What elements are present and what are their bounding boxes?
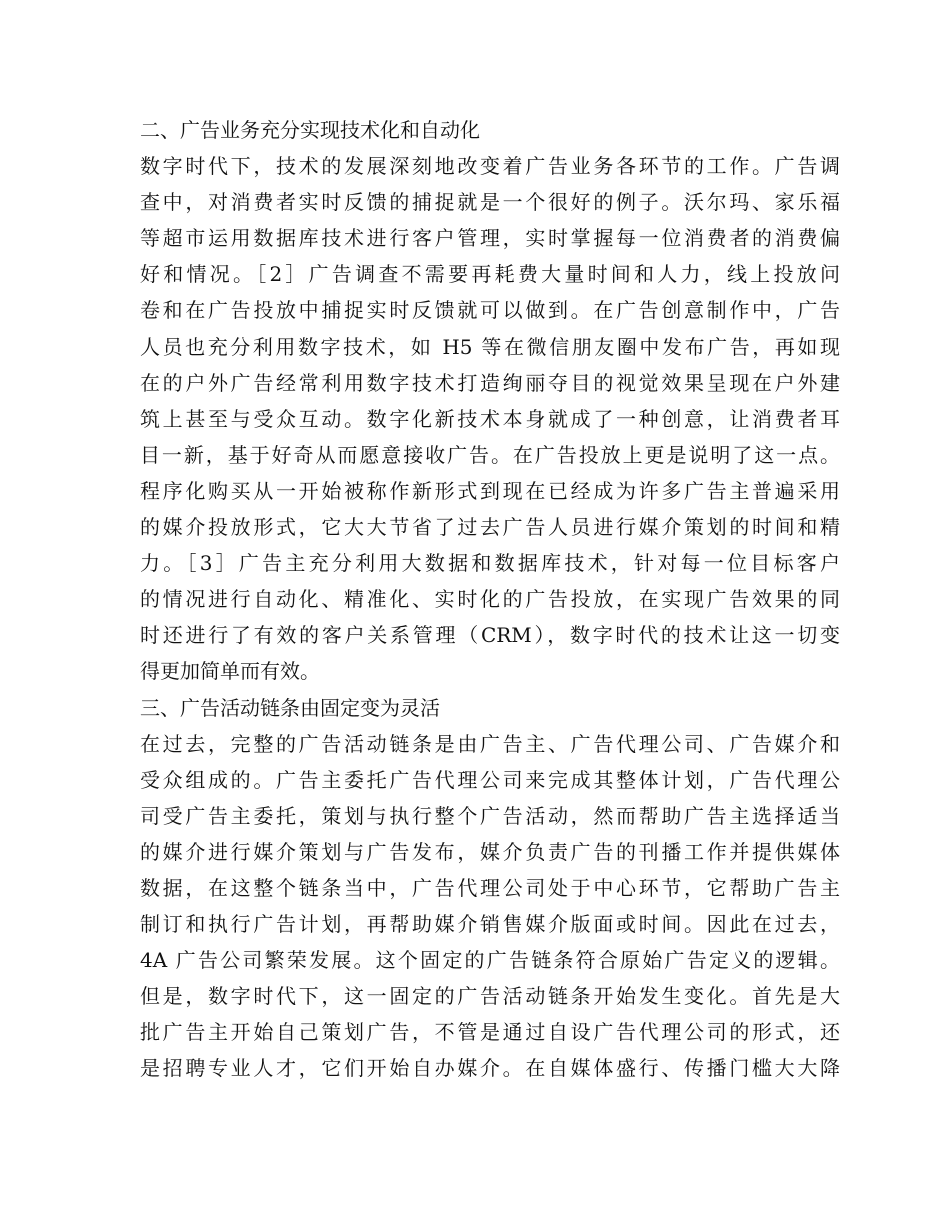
paragraph-line: 司受广告主委托，策划与执行整个广告活动，然而帮助广告主选择适当	[140, 803, 840, 828]
paragraph-line: 好和情况。［2］广告调查不需要再耗费大量时间和人力，线上投放问	[140, 262, 840, 287]
paragraph-line: 但是，数字时代下，这一固定的广告活动链条开始发生变化。首先是大	[140, 984, 840, 1009]
paragraph-line: 人员也充分利用数字技术，如 H5 等在微信朋友圈中发布广告，再如现	[140, 334, 840, 359]
paragraph-line: 受众组成的。广告主委托广告代理公司来完成其整体计划，广告代理公	[140, 767, 840, 792]
paragraph-line: 卷和在广告投放中捕捉实时反馈就可以做到。在广告创意制作中，广告	[140, 298, 840, 323]
paragraph-line: 4A 广告公司繁荣发展。这个固定的广告链条符合原始广告定义的逻辑。	[140, 948, 840, 973]
section-heading: 二、广告业务充分实现技术化和自动化	[140, 118, 480, 142]
paragraph-line: 时还进行了有效的客户关系管理（CRM），数字时代的技术让这一切变	[140, 623, 840, 648]
section-heading: 三、广告活动链条由固定变为灵活	[140, 695, 440, 720]
paragraph-line: 等超市运用数据库技术进行客户管理，实时掌握每一位消费者的消费偏	[140, 226, 840, 251]
paragraph-line: 的媒介投放形式，它大大节省了过去广告人员进行媒介策划的时间和精	[140, 515, 840, 540]
paragraph-line: 程序化购买从一开始被称作新形式到现在已经成为许多广告主普遍采用	[140, 478, 840, 503]
paragraph-line: 批广告主开始自己策划广告，不管是通过自设广告代理公司的形式，还	[140, 1020, 840, 1045]
paragraph-line: 数据，在这整个链条当中，广告代理公司处于中心环节，它帮助广告主	[140, 875, 840, 900]
paragraph-line: 力。［3］广告主充分利用大数据和数据库技术，针对每一位目标客户	[140, 551, 840, 576]
paragraph-line: 的媒介进行媒介策划与广告发布，媒介负责广告的刊播工作并提供媒体	[140, 839, 840, 864]
paragraph-line: 得更加简单而有效。	[140, 659, 320, 684]
paragraph-line: 目一新，基于好奇从而愿意接收广告。在广告投放上更是说明了这一点。	[140, 442, 840, 467]
paragraph-line: 筑上甚至与受众互动。数字化新技术本身就成了一种创意，让消费者耳	[140, 406, 840, 431]
paragraph-line: 在过去，完整的广告活动链条是由广告主、广告代理公司、广告媒介和	[140, 731, 840, 756]
document-page	[140, 112, 840, 1087]
paragraph-line: 的情况进行自动化、精准化、实时化的广告投放，在实现广告效果的同	[140, 587, 840, 612]
paragraph-line: 是招聘专业人才，它们开始自办媒介。在自媒体盛行、传播门槛大大降	[140, 1056, 840, 1081]
paragraph-line: 数字时代下，技术的发展深刻地改变着广告业务各环节的工作。广告调	[140, 154, 840, 179]
paragraph-line: 查中，对消费者实时反馈的捕捉就是一个很好的例子。沃尔玛、家乐福	[140, 190, 840, 215]
paragraph-line: 制订和执行广告计划，再帮助媒介销售媒介版面或时间。因此在过去，	[140, 912, 840, 937]
paragraph-line: 在的户外广告经常利用数字技术打造绚丽夺目的视觉效果呈现在户外建	[140, 370, 840, 395]
